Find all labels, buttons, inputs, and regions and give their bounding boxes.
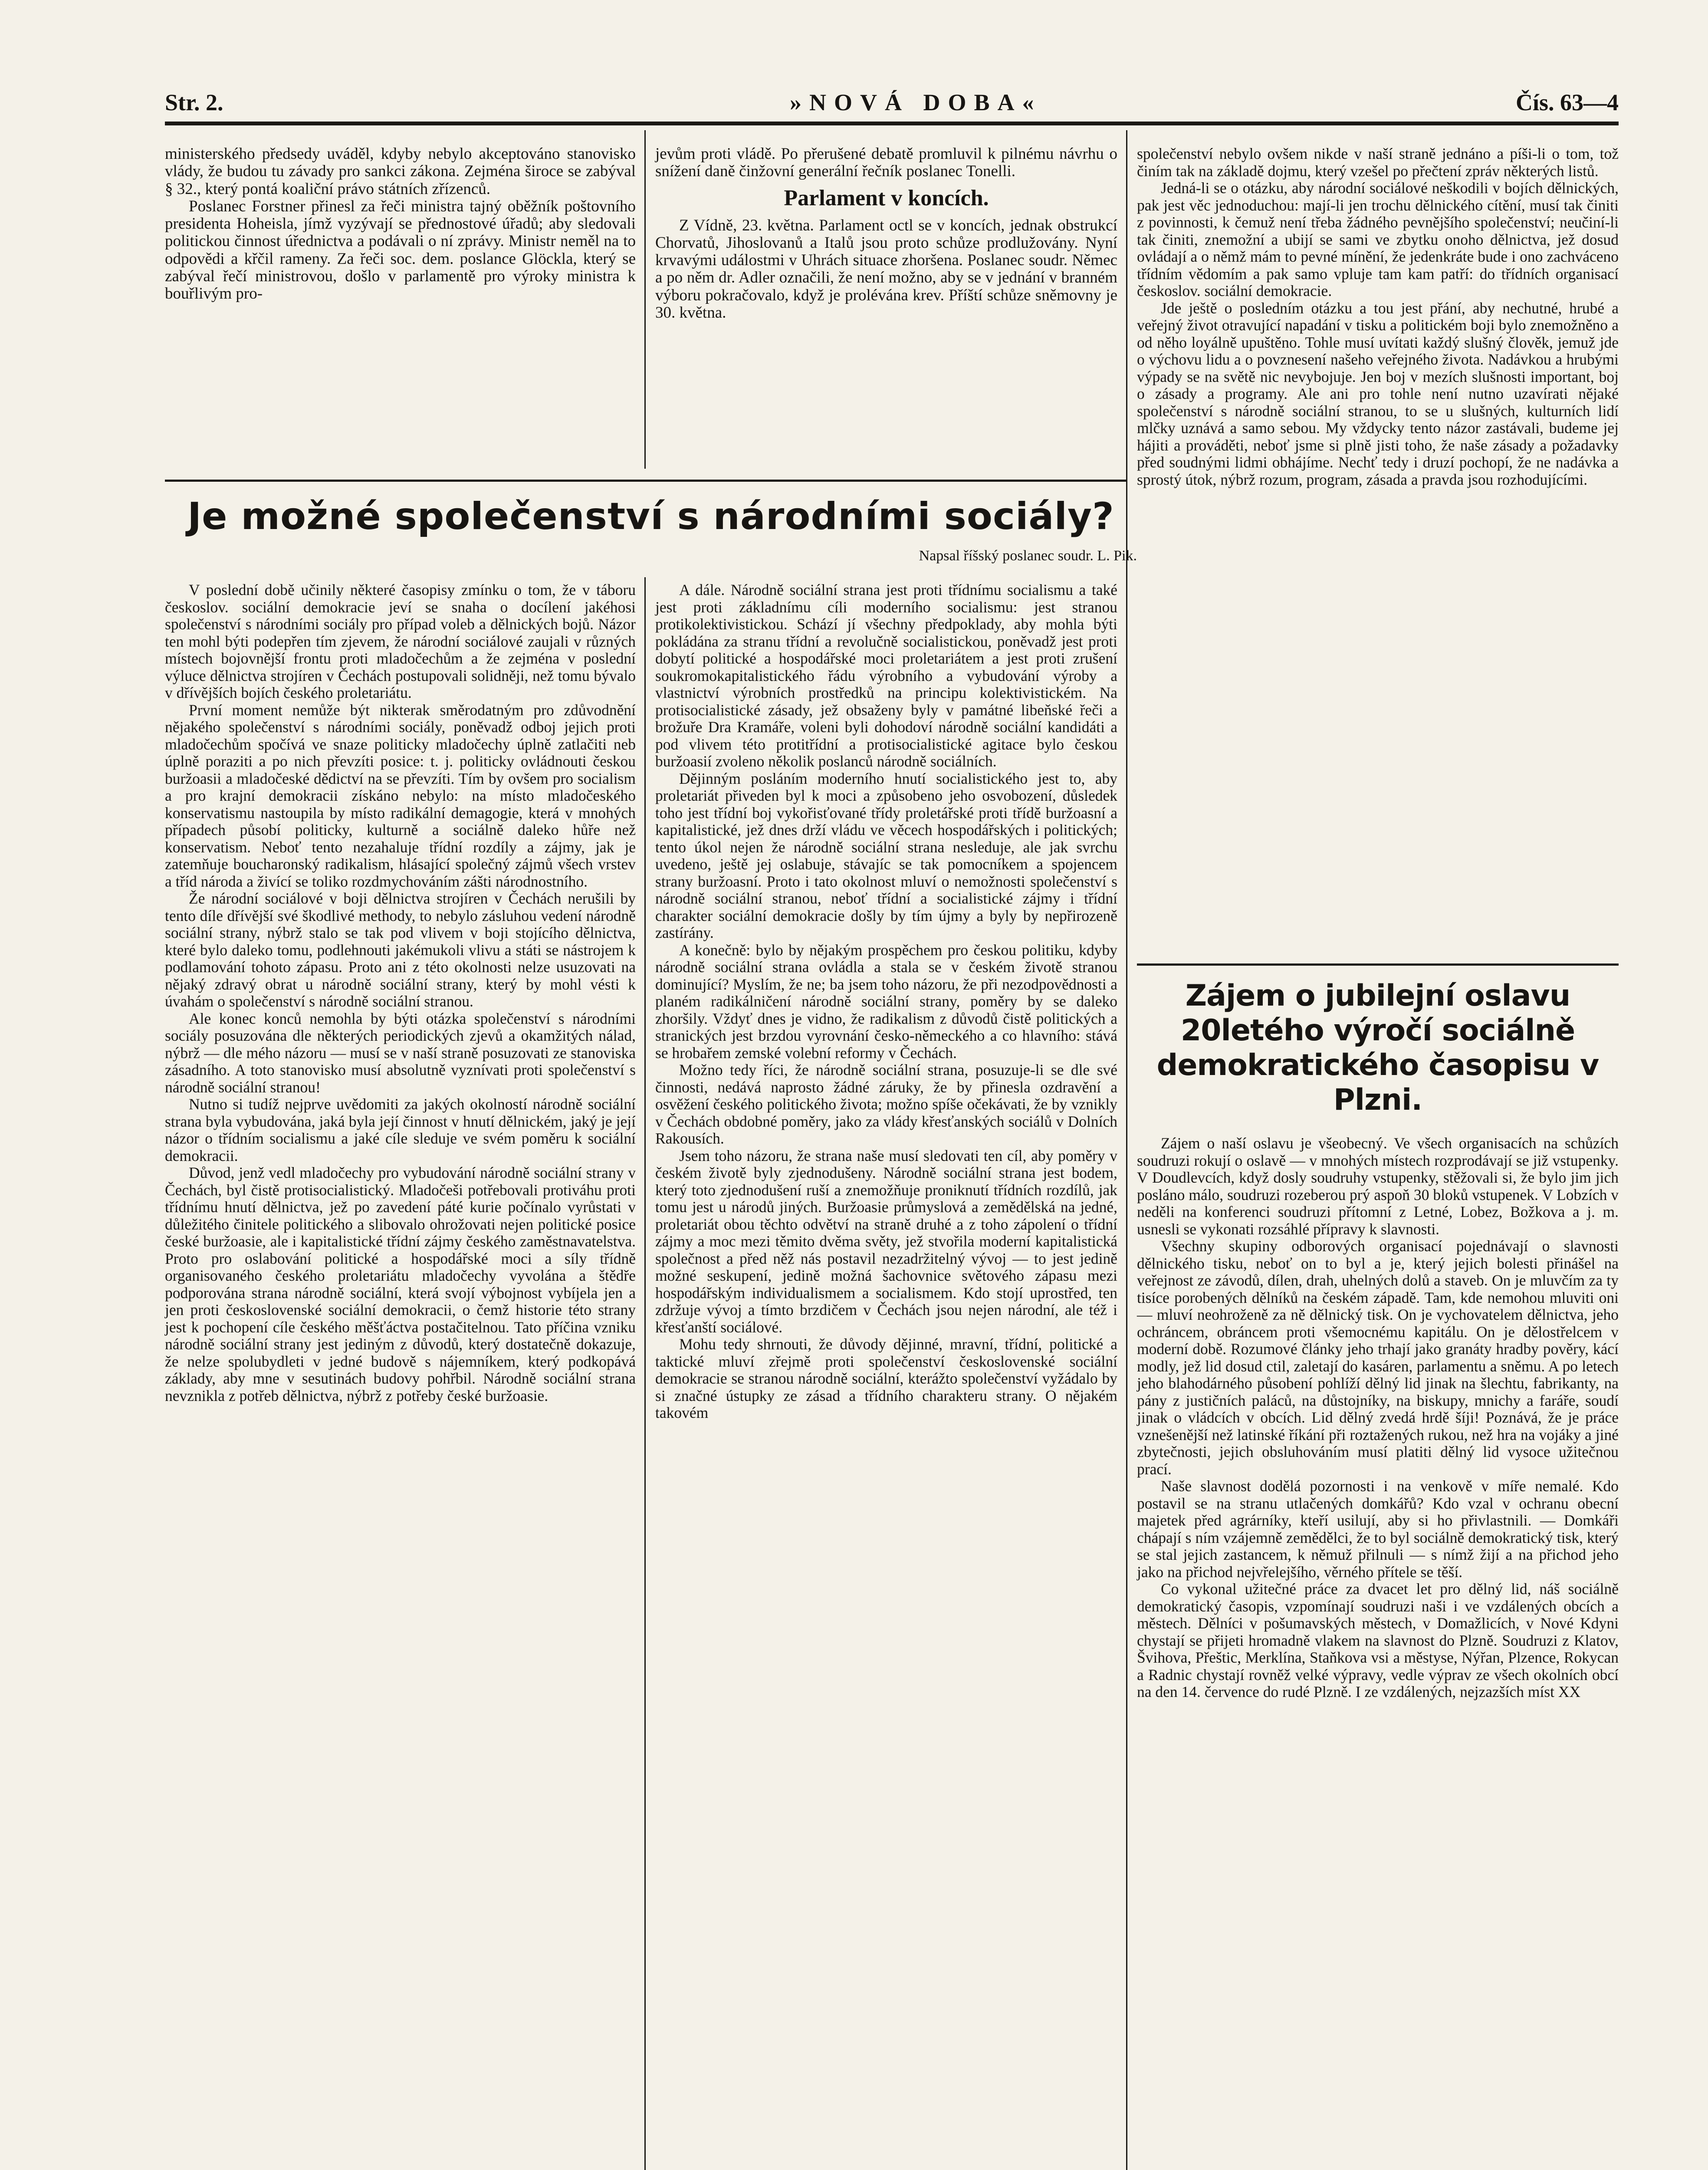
paragraph: Mohu tedy shrnouti, že důvody dějinné, mravní, třídní, politické a taktické mluví zřejmě proti společenství československé sociální demokracie se stranou národně sociální, kterážto společenství vyžádalo by si značné ústupky ze zásad a třídního charakteru strany. O nějakém takovém (655, 1335, 1117, 1421)
issue-number: Čís. 63—4 (1515, 89, 1619, 115)
article-col2 (655, 582, 1117, 1422)
paragraph: Jedná-li se o otázku, aby národní sociálové neškodili v bojích dělnických, pak jest věc jednoduchou: mají-li jen trochu dělnického cítění, musí tak činiti z povinnosti, k čemuž není třeba žádného pevnějšího společenství; neučiní-li tak činiti, znemožní a ubijí se sami ve zbytku onoho dělnictva, jež dosud ovládají a o němž mám to pevné mínění, že jedenkráte bude i ono zachváceno třídním vědomím a pak samo vpluje tam kam patří: do třídních organisací českoslov. sociální demokracie. (1137, 179, 1619, 299)
paragraph: Všechny skupiny odborových organisací pojednávají o slavnosti dělnického tisku, neboť on to byl a je, který jejich bolesti přinášel na veřejnost ze závodů, dílen, drah, uhelných dolů a staveb. On je mluvčím za ty tisíce porobených dělníků na českém západě. Tam, kde nemohou mluviti oni — mluví neohroženě za ně dělnický tisk. On je vychovatelem dělnictva, jeho ochráncem, obráncem proti všemocnému kapitálu. On je dělostřelcem v moderní době. Rozumové články jeho trhají jako granáty hradby pověry, kácí modly, jež lid dosud ctil, zaletají do kasáren, parlamentu a sněmu. A po letech jeho blahodárného působení pohlíží dělný lid jinak na šlechtu, fabrikanty, na pány z justičních paláců, na důstojníky, na biskupy, mnichy a faráře, soudí jinak o vládcích v obcích. Lid dělný zvedá hrdě šíji! Poznává, že je práce vznešenější než latinské říkání při roztažených rukou, než hra na vojáky a jiné zbytečnosti, jejich obsluhováním musí platiti dělný lid vysoce užitečnou prací. (1137, 1237, 1619, 1478)
article-title: Je možné společenství s národními sociály? (187, 495, 1114, 538)
box-top-rule (1137, 963, 1619, 966)
paragraph: Zájem o naší oslavu je všeobecný. Ve všech organisacích na schůzích soudruzi rokují o oslavě — v mnohých místech rozprodávají se již vstupenky. V Doudlevcích, když dosly soudruhy vstupenky, stěžovali si, že bylo jim jich posláno málo, soudruzi rozeberou prý aspoň 30 bloků vstupenek. V Lobzích v neděli na konferenci soudruzi přítomní z Letné, Lobez, Božkova a j. m. usnesli se vykonati rozsáhlé přípravy k slavnosti. (1137, 1134, 1619, 1238)
page-number: Str. 2. (165, 89, 223, 115)
column-rule-top (644, 130, 646, 469)
paragraph: Jde ještě o posledním otázku a tou jest přání, aby nechutné, hrubé a veřejný život otravující napadání v tisku a politickém boji bylo znemožněno a od něho loyálně upuštěno. Tohle musí uvítati každý slušný člověk, jemuž jde o výchovu lidu a o povznesení našeho veřejného života. Nadávkou a hrubými výpady se na světě nic nevybojuje. Jen boj v mezích slušnosti important, boj o zásady a programy. Ale ani pro tohle není nutno uzavírati nějaké společenství s národně sociální stranou, to se u slušných, kulturních lidí mlčky uznává a samo sebou. My vždycky tento názor zastávali, budeme jej hájiti a prováděti, neboť jsme si plně jisti toho, že naše zásady a požadavky před soudnými lidmi obhájíme. Nechť tedy i druzí pochopí, že ne nadávka a sprostý útok, nýbrž rozum, program, zásada a pravda jsou rozhodujícími. (1137, 299, 1619, 488)
paragraph: A dále. Národně sociální strana jest proti třídnímu socialismu a také jest proti základnímu cíli moderního socialismu: jest stranou protikolektivistickou. Schází jí všechny předpoklady, aby mohla býti pokládána za stranu třídní a revolučně socialistickou, poněvadž jest proti dobytí politické a hospodářské moci proletariátem a jest proti zrušení soukromokapitalistického řádu výrobního a vybudování výroby a vlastnictví výrobních prostředků na principu kolektivistickém. Na protisocialistické zásady, jež obsaženy byly v památné libeňské řeči a brožuře Dra Kramáře, voleni byli dohodoví národně sociální kandidáti a pod vlivem této protitřídní a protisocialistické agitace bylo českou buržoasií zvoleno několik poslanců národně sociálních. (655, 581, 1117, 770)
paragraph: Dějinným posláním moderního hnutí socialistického jest to, aby proletariát přiveden byl k moci a způsobeno jeho osvobození, důsledek toho jest třídní boj vykořisťované třídy proletářské proti třídě buržoasní a kapitalistické, jež dnes drží vládu ve věcech hospodářských i politických; tento úkol nejen že národně sociální strana nesleduje, ale jak svrchu uvedeno, ještě jej oslabuje, stávajíc se tak pomocníkem a spojencem strany buržoasní. Proto i tato okolnost mluví o nemožnosti společenství s národně sociální stranou, neboť třídní a socialistické zájmy i třídní charakter sociální demokracie došly by tím újmy a byly by nepřirozeně zastírány. (655, 769, 1117, 941)
article-col3 (1137, 145, 1619, 488)
paragraph: společenství nebylo ovšem nikde v naší straně jednáno a píši-li o tom, tož činím tak na základě dojmu, který vzešel po přečtení zpráv některých listů. (1137, 145, 1619, 180)
paragraph: A konečně: bylo by nějakým prospěchem pro českou politiku, kdyby národně sociální strana ovládla a stala se v českém životě stranou dominující? Myslím, že ne; ba jsem toho názoru, že při nezodpovědnosti a planém radikálničení národně sociální strany, poměry by se daleko zhoršily. Vždyť dnes je vidno, že radikalism z důvodů čistě politických a stranických jest brzdou vyrovnání česko-německého a co hlavního: stává se hrobařem zemské volební reformy v Čechách. (655, 941, 1117, 1062)
paragraph: Ale konec konců nemohla by býti otázka společenství s národními sociály posuzována dle některých periodických zjevů a okamžitých nálad, nýbrž — dle mého názoru — musí se v naší straně posuzovati ze stanoviska zásadního. A toto stanovisko musí absolutně vyznívati proti společenství s národně sociální stranou! (165, 1009, 636, 1096)
paragraph: jevům proti vládě. Po přerušené debatě promluvil k pilnému návrhu o snížení daně činžovní generální řečník poslanec Tonelli. (655, 145, 1117, 181)
column-rule-right (1126, 130, 1127, 2170)
paragraph: Nutno si tudíž nejprve uvědomiti za jakých okolností národně sociální strana byla vybudována, jaká byla její činnost v hnutí dělnickém, jaký je její názor o třídním socialismu a jaké cíle sleduje ve svém poměru k sociální demokracii. (165, 1095, 636, 1164)
paragraph: První moment nemůže být nikterak směrodatným pro zdůvodnění nějakého společenství s národními sociály, poněvadž odboj jejich proti mladočechům spočívá ve snaze politicky mladočechy úplně zatlačiti neb úplně poraziti a po nich převzíti posice: t. j. politicky ovládnouti českou buržoasii a mladočeské dědictví na se převzíti. Tím by ovšem pro socialism a pro krajní demokracii získáno nebylo: na místo mladočeského konservatismu nastoupila by místo radikální demagogie, která v mnohých případech působí politicky, kulturně a sociálně daleko hůře než konservatism. Neboť tento nezahaluje třídní rozdíly a zájmy, jak je zatemňuje boucharonský radikalism, hlásající společný zájmů všech vrstev a tříd národa a živící se toliko rozdmychováním zášti národnostního. (165, 701, 636, 890)
paragraph: V poslední době učinily některé časopisy zmínku o tom, že v táboru českoslov. sociální demokracie jeví se snaha o docílení jakéhosi společenství s národními sociály pro případ voleb a dělnických bojů. Názor ten mohl býti podepřen tím zjevem, že národní sociálové zaujali v různých místech bojovnější frontu proti mladočechům a že zejména v poslední výluce dělnictva strojíren v Čechách postupovali solidněji, než tomu bývalo v dřívějších bojích českého proletariátu. (165, 581, 636, 701)
article-byline: Napsal říšský poslanec soudr. L. Pik. (919, 548, 1137, 564)
continuation-col2 (655, 145, 1117, 322)
header-rule (165, 122, 1619, 125)
box-article (1137, 979, 1619, 1701)
box-title: Zájem o jubilejní oslavu 20letého výročí sociálně demokratického časopisu v Plzni. (1156, 979, 1599, 1117)
page-header (165, 89, 1619, 119)
paragraph: Důvod, jenž vedl mladočechy pro vybudování národně sociální strany v Čechách, byl čistě protisocialistický. Mladočeši potřebovali protiváhu proti třídnímu hnutí dělnictva, jež po zavedení páté kurie počínalo vyrůstati v důležitého činitele politického a slibovalo ohrožovati nejen politické posice české buržoasie, ale i kapitalistické třídní zájmy českého zaměstnavatelstva. Proto pro oslabování politické a hospodářské moci a síly třídně organisovaného českého proletariátu mladočechy vyvolána a štědře podporována strana národně sociální, která svojí výbojnost vybíjela jen a jen proti československé sociální demokracii, o čemž historie této strany jest k pochopení cíle českého měšťáctva postačitelnou. Tato příčina vzniku národně sociální strany jest jediným z důvodů, který dostatečně dokazuje, že nelze spolubydleti v jedné budově s nájemníkem, který podkopává základy, aby mne v sesutinách budovy pohřbil. Národně sociální strana nevznikla z potřeb dělnictva, nýbrž z potřeby české buržoasie. (165, 1164, 636, 1404)
paragraph: ministerského předsedy uváděl, kdyby nebylo akceptováno stanovisko vlády, že budou tu závady pro sankci zákona. Zejména široce se zabýval § 32., který pontá koaliční právo státních zřízenců. (165, 145, 636, 198)
paragraph: Poslanec Forstner přinesl za řeči ministra tajný oběžník poštovního presidenta Hoheisla, jímž vyzývají se přednostové úřadů; aby sledovali politickou činnost úřednictva a podávali o ní zprávy. Ministr neměl na to odpovědi a křčil rameny. Za řeči soc. dem. poslance Glöckla, který se zabýval řečí ministrovou, došlo v parlamentě pro výroky ministra k bouřlivým pro- (165, 197, 636, 303)
masthead: »NOVÁ DOBA« (790, 89, 1042, 115)
paragraph: Že národní sociálové v boji dělnictva strojíren v Čechách nerušili by tento díle dřívější své škodlivé methody, to nebylo zásluhou vedení národně sociální strany, nýbrž stalo se tak pod vlivem v boji stojícího dělnictva, které bylo daleko tomu, podlehnouti jakémukoli vlivu a státi se nástrojem k podlamování tohoto zápasu. Proto ani z této okolnosti nelze usuzovati na nějaký zdravý obrat u národně sociální strany, který by mohl vésti k úvahám o společenství s národně sociální stranou. (165, 890, 636, 1010)
paragraph: Z Vídně, 23. května. Parlament octl se v koncích, jednak obstrukcí Chorvatů, Jihoslovanů a Italů jsou proto schůze prodlužovány. Nyní krvavými událostmi v Uhrách situace zhoršena. Poslanec soudr. Němec a po něm dr. Adler označili, že není možno, aby se v jednání v branném výboru pokračovalo, když je prolévána krev. Příští schůze sněmovny je 30. května. (655, 216, 1117, 322)
article-top-rule (165, 480, 1126, 482)
section-heading: Parlament v koncích. (784, 185, 989, 210)
paragraph: Naše slavnost dodělá pozornosti i na venkově v míře nemalé. Kdo postavil se na stranu utlačených domkářů? Kdo vzal v ochranu obecní majetek před agrárníky, kteří usilují, aby si ho přivlastnili. — Domkáři chápají s ním vzájemně zemědělci, že to byl sociálně demokratický tisk, který se stal jejich zastancem, k němuž přilnuli — s nímž žijí a na přichod jeho jako na přichod nejvřelejšího, věrného přítele se těší. (1137, 1477, 1619, 1581)
continuation-col1 (165, 145, 636, 303)
paragraph: Jsem toho názoru, že strana naše musí sledovati ten cíl, aby poměry v českém životě byly zjednodušeny. Národně sociální strana jest bodem, který toto zjednodušení ruší a znemožňuje proniknutí třídních rozdílů, jak tomu jest u národů jiných. Buržoasie průmyslová a zemědělská na jedné, proletariát obou těchto odvětví na straně druhé a z toho zápolení o třídní zájmy a moc mezi těmito dvěma světy, jež stvořila moderní kapitalistická společnost a před něž nás postavil nezadržitelný vývoj — to jest jedině možné seskupení, jedině možná šachovnice světového zápasu mezi hospodářským individualismem a socialismem. Kdo stojí uprostřed, ten zdržuje vývoj a tímto brzdičem v Čechách jsou nejen národní, ale též i křesťanští sociálové. (655, 1147, 1117, 1336)
column-rule-middle (644, 577, 646, 2170)
paragraph: Co vykonal užitečné práce za dvacet let pro dělný lid, náš sociálně demokratický časopis, vzpomínají soudruzi naši i ve vzdálených obcích a městech. Dělníci v pošumavských městech, v Domažlicích, v Nové Kdyni chystají se přijeti hromadně vlakem na slavnost do Plzně. Soudruzi z Klatov, Švihova, Přeštic, Merklína, Staňkova vsi a městyse, Nýřan, Plzence, Rokycan a Radnic chystají rovněž velké výpravy, vedle výprav ze všech okolních obcí na den 14. července do rudé Plzně. I ze vzdálených, nejzazších míst XX (1137, 1580, 1619, 1700)
paragraph: Možno tedy říci, že národně sociální strana, posuzuje-li se dle své činnosti, nedává naprosto žádné záruky, že by přinesla ozdravění a osvěžení českého politického života; možno spíše očekávati, že by vznikly v Čechách obdobné poměry, jako za vlády křesťanských sociálů v Dolních Rakousích. (655, 1061, 1117, 1147)
article-col1 (165, 582, 636, 1404)
